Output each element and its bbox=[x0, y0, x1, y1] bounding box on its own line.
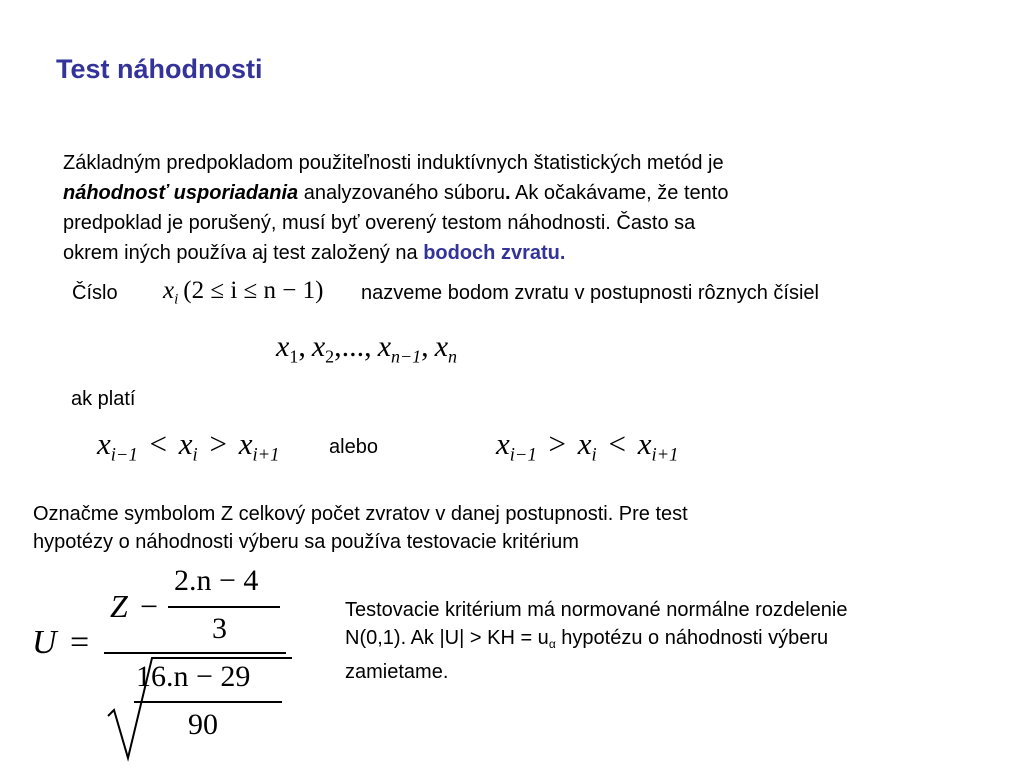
intro-line-4 bbox=[63, 238, 963, 268]
intro-line-2 bbox=[63, 178, 963, 208]
oznacme-line-1: Označme symbolom Z celkový počet zvratov v danej postupnosti. Pre test bbox=[33, 503, 688, 525]
cond-a-x-next: x bbox=[238, 426, 253, 461]
seq-dots: ... bbox=[341, 330, 365, 363]
u-num-top: 2.n − 4 bbox=[174, 564, 259, 597]
u-z: Z bbox=[110, 588, 128, 624]
cond-a-x-prev: x bbox=[97, 426, 111, 461]
randomness-of-order-emphasis: náhodnosť usporiadania bbox=[63, 182, 299, 204]
page-title: Test náhodnosti bbox=[56, 54, 263, 84]
seq-sub-2: 2 bbox=[325, 346, 335, 367]
cond-a-sub-i: i bbox=[192, 444, 198, 466]
intro-line-2-tail: Ak očakávame, že tento bbox=[510, 182, 729, 204]
cond-b-sub-next: i+1 bbox=[651, 444, 679, 466]
cond-a-op2: > bbox=[209, 426, 227, 461]
cislo-description: nazveme bodom zvratu v postupnosti rôznych čísiel bbox=[361, 282, 819, 304]
xi-condition-formula bbox=[163, 277, 324, 308]
seq-sub-n: n bbox=[448, 346, 458, 367]
intro-line-4-start: okrem iných používa aj test založený na bbox=[63, 242, 424, 264]
cond-b-op1: > bbox=[548, 426, 567, 461]
intro-line-2-rest: analyzovaného súboru bbox=[298, 182, 505, 204]
oznacme-paragraph bbox=[33, 500, 688, 556]
criterion-paragraph bbox=[345, 596, 847, 686]
u-den-bottom: 90 bbox=[188, 708, 218, 741]
u-inner-fraction-bar bbox=[168, 606, 280, 608]
u-den-top: 16.n − 29 bbox=[136, 660, 251, 693]
u-lhs: U bbox=[32, 624, 57, 661]
cond-a-sub-next: i+1 bbox=[252, 444, 280, 466]
criterion-line-2 bbox=[345, 624, 847, 658]
xi-var: x bbox=[163, 277, 175, 304]
criterion-line-2-end: hypotézu o náhodnosti výberu bbox=[555, 627, 829, 649]
local-maximum-condition bbox=[97, 426, 280, 466]
criterion-line-2-start: N(0,1). Ak |U| > KH = u bbox=[345, 627, 549, 649]
criterion-line-1: Testovacie kritérium má normované normálne rozdelenie bbox=[345, 599, 848, 621]
cond-b-x-i: x bbox=[577, 426, 592, 461]
seq-x1: x bbox=[276, 330, 290, 363]
alpha-subscript: α bbox=[548, 637, 556, 651]
cond-a-sub-prev: i−1 bbox=[110, 444, 138, 466]
intro-line-2-dot: . bbox=[504, 182, 511, 204]
xi-range: (2 ≤ i ≤ n − 1) bbox=[183, 277, 324, 304]
cond-a-x-i: x bbox=[178, 426, 193, 461]
cond-a-op1: < bbox=[149, 426, 168, 461]
sequence-formula: $x_1$, $x_2$,..., $x_{n-1}$, $x_n$ bbox=[276, 330, 458, 367]
oznacme-line-2: hypotézy o náhodnosti výberu sa používa testovacie kritérium bbox=[33, 531, 579, 553]
intro-line-1: Základným predpokladom použiteľnosti induktívnych štatistických metód je bbox=[63, 152, 724, 174]
seq-xnm1: x bbox=[377, 330, 392, 363]
cond-b-sub-prev: i−1 bbox=[509, 444, 537, 466]
local-minimum-condition bbox=[496, 426, 679, 466]
seq-sub-1: 1 bbox=[289, 346, 299, 367]
cond-b-op2: < bbox=[608, 426, 626, 461]
cond-b-sub-i: i bbox=[591, 444, 597, 466]
intro-paragraph bbox=[63, 148, 963, 268]
u-denominator-fraction-bar bbox=[134, 701, 282, 703]
ak-plati-label: ak platí bbox=[71, 388, 136, 410]
criterion-line-3: zamietame. bbox=[345, 661, 449, 683]
xi-sub: i bbox=[174, 291, 179, 308]
u-minus: − bbox=[140, 588, 159, 624]
alebo-label: alebo bbox=[329, 436, 378, 458]
seq-xn: x bbox=[434, 330, 449, 363]
cislo-label: Číslo bbox=[72, 282, 118, 304]
cond-b-x-prev: x bbox=[496, 426, 510, 461]
cond-b-x-next: x bbox=[637, 426, 652, 461]
u-equals: = bbox=[70, 624, 90, 661]
u-num-bottom: 3 bbox=[212, 612, 227, 645]
turning-points-term: bodoch zvratu. bbox=[423, 242, 566, 264]
seq-x2: x bbox=[311, 330, 326, 363]
test-criterion-formula bbox=[28, 560, 298, 765]
intro-line-3: predpoklad je porušený, musí byť overený testom náhodnosti. Často sa bbox=[63, 212, 696, 234]
seq-sub-nm1: n−1 bbox=[391, 346, 422, 367]
